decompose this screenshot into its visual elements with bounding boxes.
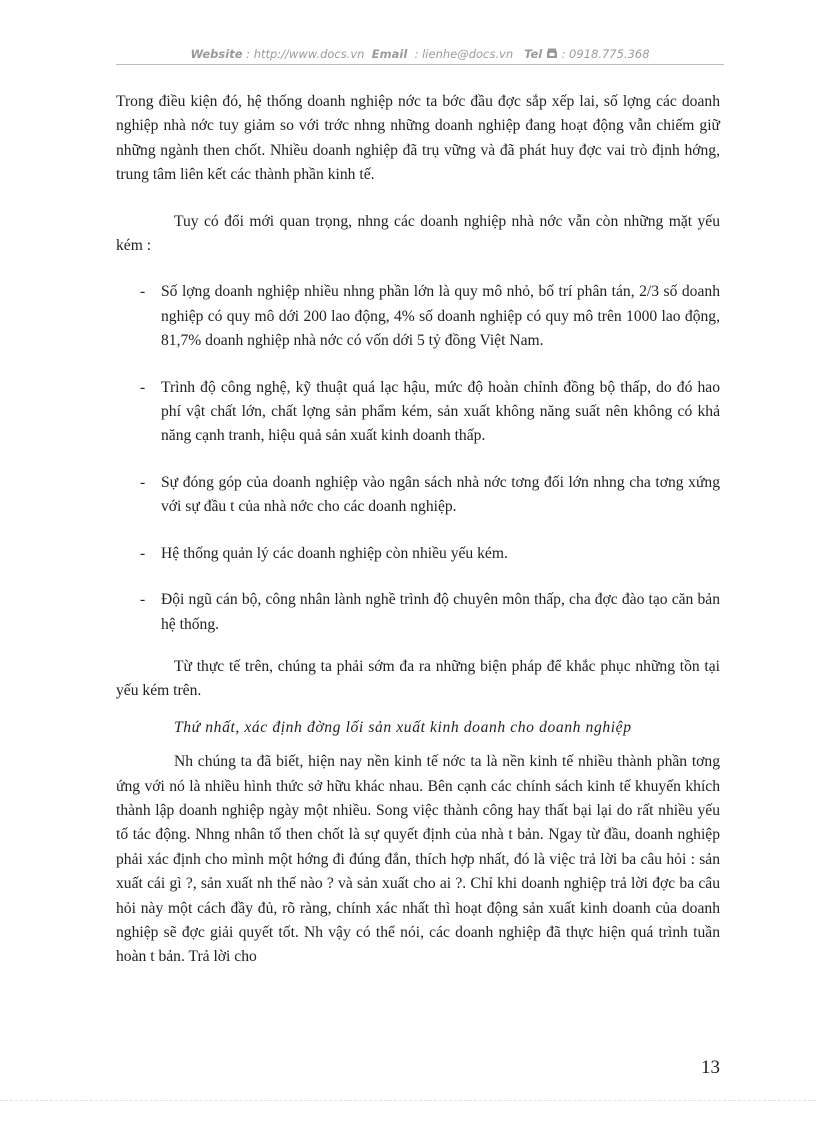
list-item: - Đội ngũ cán bộ, công nhân lành nghề trình độ chuyên môn thấp, cha đợc đào tạo căn bản hệ thống. [140,591,720,633]
website-value: : http://www.docs.vn [246,47,365,61]
page-bottom-divider [0,1100,816,1101]
email-label: Email [371,47,408,61]
header-divider [116,64,724,65]
weakness-list [116,280,720,636]
tel-value: : 0918.775.368 [561,47,650,61]
section-heading: Thứ nhất, xác định đờng lối sản xuất kinh doanh cho doanh nghiệp [174,718,632,736]
document-body [116,90,720,970]
list-item: - Hệ thống quản lý các doanh nghiệp còn nhiều yếu kém. [140,544,508,562]
tel-label: Tel [524,47,543,61]
paragraph-2: Tuy có đổi mới quan trọng, nhng các doanh nghiệp nhà nớc vẫn còn những mặt yếu kém : [116,212,720,255]
list-item: - Trình độ công nghệ, kỹ thuật quá lạc hậu, mức độ hoàn chỉnh đồng bộ thấp, do đó hao phí vật chất lớn, chất lợng sản phẩm kém, sản xuất không năng suất nên không có khả năng cạnh tranh, hiệu quả sản xuất kinh doanh thấp. [140,378,720,445]
list-item: - Số lợng doanh nghiệp nhiều nhng phần lớn là quy mô nhỏ, bố trí phân tán, 2/3 số doanh nghiệp có quy mô dới 200 lao động, 4% số doanh nghiệp có quy mô trên 1000 lao động, 81,7% doanh nghiệp nhà nớc có vốn dới 5 tỷ đồng Việt Nam. [140,283,720,350]
paragraph-4: Nh chúng ta đã biết, hiện nay nền kinh tế nớc ta là nền kinh tế nhiều thành phần tơng ứng với nó là nhiều hình thức sở hữu khác nhau. Bên cạnh các chính sách kinh tế khuyến khích thành lập doanh nghiệp ngày một nhiều. Song việc thành công hay thất bại lại do rất nhiều yếu tố tác động. Nhng nhân tố then chốt là sự quyết định của nhà t bản. Ngay từ đầu, doanh nghiệp phải xác định cho mình một hớng đi đúng đắn, thích hợp nhất, đó là việc trả lời ba câu hỏi : sản xuất cái gì ?, sản xuất nh thế nào ? và sản xuất cho ai ?. Chỉ khi doanh nghiệp trả lời đợc ba câu hỏi này một cách đầy đủ, rõ ràng, chính xác nhất thì hoạt động sản xuất kinh doanh của doanh nghiệp sẽ đợc giải quyết tốt. Nh vậy có thể nói, các doanh nghiệp đã thực hiện quá trình tuần hoàn t bản. Trả lời cho [116,753,720,966]
email-value: : lienhe@docs.vn [414,47,514,61]
phone-icon [546,47,562,61]
page-number: 13 [701,1057,720,1078]
website-label: Website [190,47,243,61]
page-header [116,47,724,61]
list-item: - Sự đóng góp của doanh nghiệp vào ngân sách nhà nớc tơng đối lớn nhng cha tơng xứng với sự đầu t của nhà nớc cho các doanh nghiệp. [140,473,720,516]
paragraph-3: Từ thực tế trên, chúng ta phải sớm đa ra những biện pháp để khắc phục những tồn tại yếu kém trên. [116,657,720,700]
paragraph-1: Trong điều kiện đó, hệ thống doanh nghiệp nớc ta bớc đầu đợc sắp xếp lai, số lợng các doanh nghiệp nhà nớc tuy giảm so với trớc nhng những doanh nghiệp đang hoạt động vẫn chiếm giữ những ngành then chốt. Nhiều doanh nghiệp đã trụ vững và đã phát huy đợc vai trò định hớng, trung tâm liên kết các thành phần kinh tế. [116,93,720,184]
